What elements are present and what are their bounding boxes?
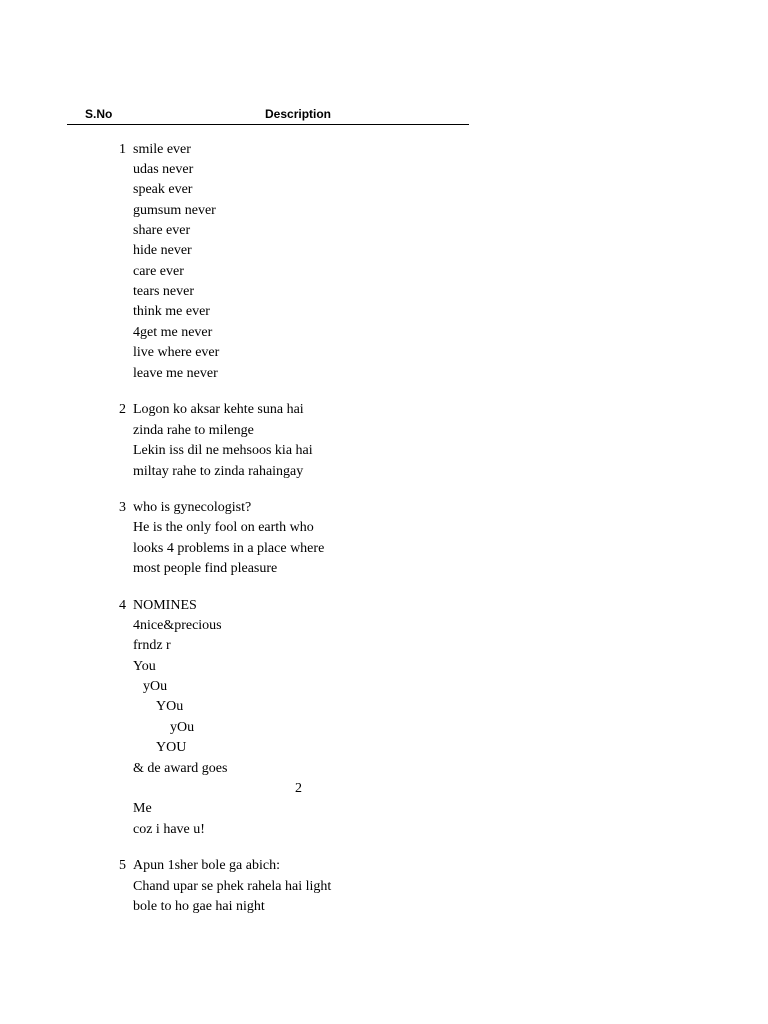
entry-line: You — [133, 659, 156, 674]
entry-number: 5 — [119, 858, 126, 873]
entry-line: care ever — [133, 264, 184, 279]
entry-line: most people find pleasure — [133, 561, 278, 576]
entry-line: NOMINES — [133, 598, 197, 613]
entry-line: tears never — [133, 284, 195, 299]
entry-line: YOU — [156, 740, 187, 755]
entry-line: Lekin iss dil ne mehsoos kia hai — [133, 443, 313, 458]
entry-line: zinda rahe to milenge — [133, 423, 254, 438]
entry-line: think me ever — [133, 304, 210, 319]
entry-line: Logon ko aksar kehte suna hai — [133, 402, 304, 417]
entry-line: who is gynecologist? — [133, 500, 252, 515]
entry-line: & de award goes — [133, 761, 228, 776]
entry-line: 2 — [295, 781, 302, 796]
entry-line: yOu — [143, 679, 168, 694]
sno-column-header: S.No — [85, 107, 113, 121]
entry-line: hide never — [133, 243, 192, 258]
entry-line: yOu — [170, 720, 195, 735]
entry-line: gumsum never — [133, 203, 216, 218]
entry-line: smile ever — [133, 142, 191, 157]
entry-line: looks 4 problems in a place where — [133, 541, 325, 556]
entry-line: share ever — [133, 223, 191, 238]
entry-number: 3 — [119, 500, 126, 515]
entry-number: 2 — [119, 402, 126, 417]
entry-line: 4get me never — [133, 325, 213, 340]
entry-line: speak ever — [133, 182, 193, 197]
entry-number: 1 — [119, 142, 126, 157]
entry-number: 4 — [119, 598, 126, 613]
entry-line: live where ever — [133, 345, 220, 360]
entry-line: Chand upar se phek rahela hai light — [133, 879, 332, 894]
entry-line: coz i have u! — [133, 822, 205, 837]
entry-line: miltay rahe to zinda rahaingay — [133, 464, 304, 479]
entry-line: bole to ho gae hai night — [133, 899, 265, 914]
entry-line: He is the only fool on earth who — [133, 520, 314, 535]
entry-line: frndz r — [133, 638, 171, 653]
description-column-header: Description — [265, 107, 332, 121]
entry-line: YOu — [156, 699, 184, 714]
table-header — [67, 105, 469, 125]
entry-line: udas never — [133, 162, 194, 177]
entry-line: Me — [133, 801, 152, 816]
entry-line: 4nice&precious — [133, 618, 222, 633]
entry-line: Apun 1sher bole ga abich: — [133, 858, 280, 873]
entry-line: leave me never — [133, 366, 218, 381]
